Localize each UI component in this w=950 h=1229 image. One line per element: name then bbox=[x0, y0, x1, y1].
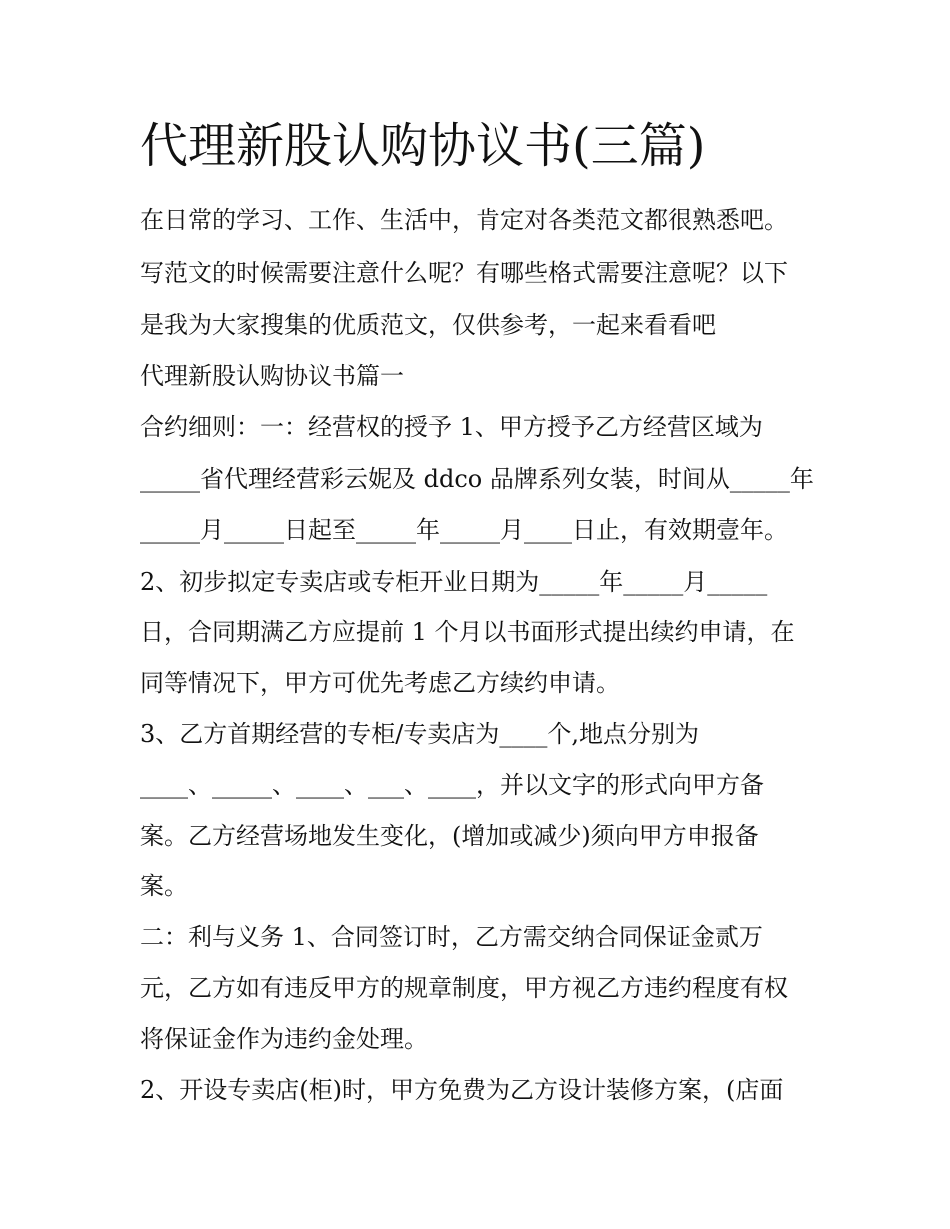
body-line: 同等情况下，甲方可优先考虑乙方续约申请。 bbox=[140, 669, 620, 697]
body-line: 日，合同期满乙方应提前 1 个月以书面形式提出续约申请，在 bbox=[140, 618, 795, 646]
body-line: _____月_____日起至_____年_____月____日止，有效期壹年。 bbox=[140, 516, 788, 544]
body-line: 将保证金作为违约金处理。 bbox=[140, 1025, 428, 1053]
intro-line-1: 在日常的学习、工作、生活中，肯定对各类范文都很熟悉吧。 bbox=[140, 206, 788, 234]
intro-line-2: 写范文的时候需要注意什么呢？有哪些格式需要注意呢？以下 bbox=[140, 259, 788, 287]
body-line: 合约细则：一：经营权的授予 1、甲方授予乙方经营区域为 bbox=[140, 413, 763, 441]
body-line: 2、初步拟定专卖店或专柜开业日期为_____年_____月_____ bbox=[140, 568, 768, 596]
intro-line-3: 是我为大家搜集的优质范文，仅供参考，一起来看看吧 bbox=[140, 311, 716, 339]
body-line: 案。乙方经营场地发生变化，(增加或减少)须向甲方申报备 bbox=[140, 822, 759, 850]
body-line: 案。 bbox=[140, 872, 188, 900]
body-line: _____省代理经营彩云妮及 ddco 品牌系列女装，时间从_____年 bbox=[140, 465, 814, 493]
body-line: 二：利与义务 1、合同签订时，乙方需交纳合同保证金贰万 bbox=[140, 923, 763, 951]
body-line: 2、开设专卖店(柜)时，甲方免费为乙方设计装修方案，(店面 bbox=[140, 1076, 784, 1104]
body-line: ____、_____、____、___、____，并以文字的形式向甲方备 bbox=[140, 771, 764, 799]
body-line: 元，乙方如有违反甲方的规章制度，甲方视乙方违约程度有权 bbox=[140, 974, 788, 1002]
document-title: 代理新股认购协议书(三篇) bbox=[140, 118, 706, 174]
body-line: 3、乙方首期经营的专柜/专卖店为____个,地点分别为 bbox=[140, 720, 699, 748]
section-heading: 代理新股认购协议书篇一 bbox=[140, 362, 404, 390]
